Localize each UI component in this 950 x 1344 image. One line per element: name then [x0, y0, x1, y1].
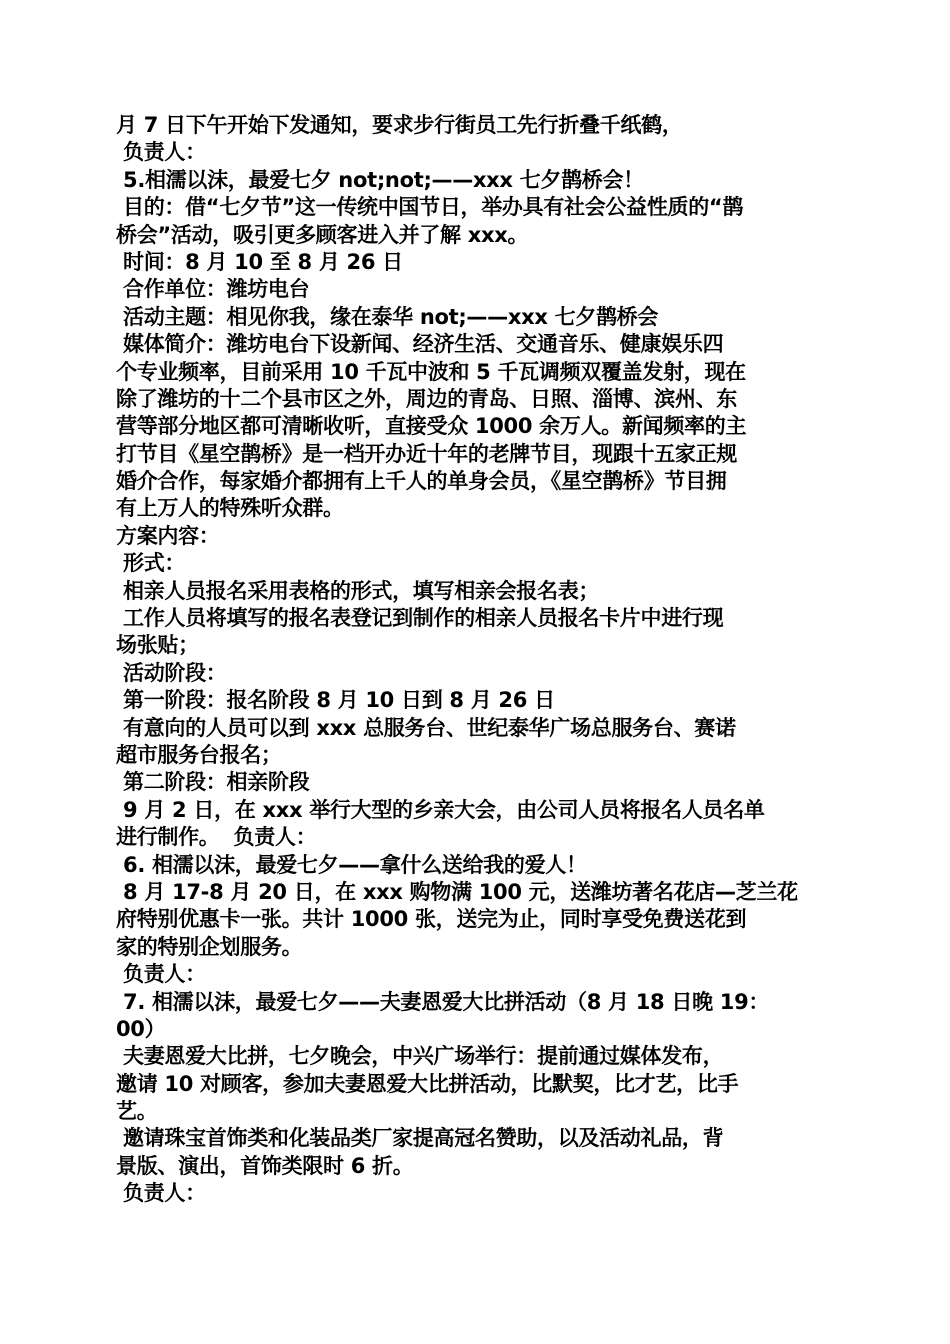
text-line-39: 景版、演出，首饰类限时 6 折。 — [116, 1153, 414, 1178]
text-line-29: 8 月 17-8 月 20 日，在 xxx 购物满 100 元，送潍坊著名花店—芝兰花 — [116, 879, 798, 904]
text-line-18: 相亲人员报名采用表格的形式，填写相亲会报名表； — [116, 578, 600, 603]
text-line-24: 超市服务台报名； — [116, 742, 282, 767]
text-line-22: 第一阶段：报名阶段 8 月 10 日到 8 月 26 日 — [116, 688, 555, 713]
text-line-38: 邀请珠宝首饰类和化装品类厂家提高冠名赞助，以及活动礼品，背 — [116, 1126, 724, 1151]
text-line-33: 7. 相濡以沫，最爱七夕——夫妻恩爱大比拼活动（8 月 18 日晚 19： — [116, 989, 770, 1014]
text-line-10: 个专业频率，目前采用 10 千瓦中波和 5 千瓦调频双覆盖发射，现在 — [116, 359, 746, 384]
text-line-11: 除了潍坊的十二个县市区之外，周边的青岛、日照、淄博、滨州、东 — [116, 386, 737, 411]
text-line-31: 家的特别企划服务。 — [116, 934, 303, 959]
text-line-25: 第二阶段：相亲阶段 — [116, 770, 310, 795]
text-line-12: 营等部分地区都可清晰收听，直接受众 1000 余万人。新闻频率的主 — [116, 414, 747, 439]
text-line-14: 婚介合作，每家婚介都拥有上千人的单身会员，《星空鹊桥》节目拥 — [116, 469, 727, 494]
text-line-5: 桥会”活动，吸引更多顾客进入并了解 xxx。 — [116, 222, 529, 247]
text-line-7: 合作单位：潍坊电台 — [116, 277, 310, 302]
text-line-20: 场张贴； — [116, 633, 199, 658]
text-line-17: 形式： — [116, 551, 186, 576]
text-line-30: 府特别优惠卡一张。共计 1000 张，送完为止，同时享受免费送花到 — [116, 907, 747, 932]
text-line-32: 负责人： — [116, 962, 206, 987]
text-line-9: 媒体简介：潍坊电台下设新闻、经济生活、交通音乐、健康娱乐四 — [116, 332, 724, 357]
text-line-15: 有上万人的特殊听众群。 — [116, 496, 344, 521]
text-line-36: 邀请 10 对顾客，参加夫妻恩爱大比拼活动，比默契，比才艺，比手 — [116, 1071, 739, 1096]
text-line-40: 负责人： — [116, 1181, 206, 1206]
text-line-16: 方案内容： — [116, 523, 220, 548]
text-line-19: 工作人员将填写的报名表登记到制作的相亲人员报名卡片中进行现 — [116, 606, 724, 631]
document-body — [116, 112, 836, 1208]
text-line-23: 有意向的人员可以到 xxx 总服务台、世纪泰华广场总服务台、赛诺 — [116, 715, 736, 740]
text-line-1: 月 7 日下午开始下发通知，要求步行街员工先行折叠千纸鹤， — [116, 113, 683, 137]
text-line-21: 活动阶段： — [116, 660, 227, 685]
text-line-2: 负责人： — [116, 140, 206, 165]
text-line-27: 进行制作。 负责人： — [116, 825, 317, 850]
text-line-34: 00） — [116, 1016, 166, 1041]
text-line-26: 9 月 2 日，在 xxx 举行大型的乡亲大会，由公司人员将报名人员名单 — [116, 797, 765, 822]
text-line-4: 目的：借“七夕节”这一传统中国节日，举办具有社会公益性质的“鹊 — [116, 195, 744, 220]
text-line-3: 5.相濡以沫，最爱七夕 not;not;——xxx 七夕鹊桥会！ — [116, 167, 644, 192]
text-line-35: 夫妻恩爱大比拼，七夕晚会，中兴广场举行：提前通过媒体发布， — [116, 1044, 724, 1069]
text-line-28: 6. 相濡以沫，最爱七夕——拿什么送给我的爱人！ — [116, 852, 587, 877]
text-line-6: 时间：8 月 10 至 8 月 26 日 — [116, 249, 403, 274]
text-line-13: 打节目《星空鹊桥》是一档开办近十年的老牌节目，现跟十五家正规 — [116, 441, 737, 466]
text-line-8: 活动主题：相见你我，缘在泰华 not;——xxx 七夕鹊桥会 — [116, 304, 659, 329]
text-line-37: 艺。 — [116, 1099, 158, 1124]
